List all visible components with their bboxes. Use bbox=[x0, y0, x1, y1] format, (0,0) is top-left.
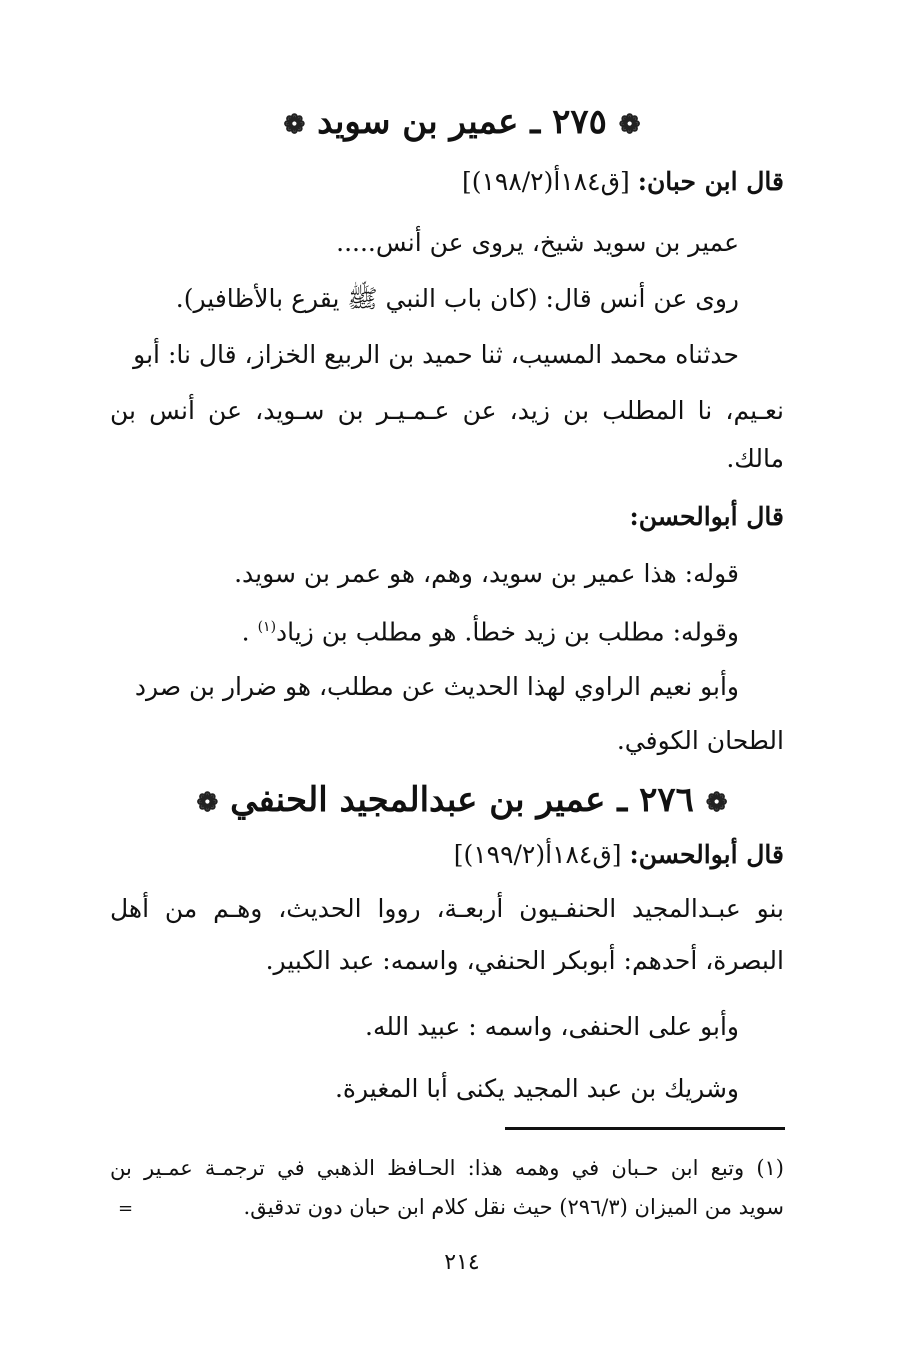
entry-title: ٢٧٥ ـ عمير بن سويد bbox=[317, 102, 607, 142]
source-label: قال أبوالحسن: bbox=[629, 840, 784, 869]
paragraph-line: الطحان الكوفي. bbox=[616, 726, 784, 755]
paragraph-line: عمير بن سويد شيخ، يروى عن أنس..... bbox=[336, 228, 739, 257]
source-ref: [ق١٨٤أ(١٩٩/٢)] bbox=[453, 840, 622, 869]
footnote-marker: (١) bbox=[257, 619, 277, 635]
paragraph-line: قوله: هذا عمير بن سويد، وهم، هو عمر بن سويد. bbox=[234, 559, 739, 588]
entry-title: ٢٧٦ ـ عمير بن عبدالمجيد الحنفي bbox=[230, 780, 694, 820]
paragraph-line: البصرة، أحدهم: أبوبكر الحنفي، واسمه: عبد الكبير. bbox=[265, 946, 784, 975]
paragraph-line: مالك. bbox=[726, 444, 784, 473]
footnote-line: سويد من الميزان (٢٩٦/٣) حيث نقل كلام ابن حبان دون تدقيق. bbox=[243, 1195, 784, 1219]
footnote-divider bbox=[505, 1127, 785, 1130]
paragraph-line: وأبو على الحنفى، واسمه : عبيد الله. bbox=[365, 1012, 739, 1041]
entry-heading-276 bbox=[0, 778, 924, 825]
source-label: قال ابن حبان: bbox=[637, 167, 784, 196]
paragraph-text: . bbox=[241, 617, 258, 647]
commentator-label: قال أبوالحسن: bbox=[629, 502, 784, 531]
ornament-icon: ❁ bbox=[705, 788, 728, 818]
ornament-icon: ❁ bbox=[196, 788, 219, 818]
source-line bbox=[462, 165, 784, 199]
paragraph-line: وأبو نعيم الراوي لهذا الحديث عن مطلب، هو ضرار بن صرد bbox=[134, 672, 739, 701]
entry-heading-275 bbox=[0, 100, 924, 147]
ornament-icon: ❁ bbox=[618, 110, 641, 140]
source-line bbox=[454, 838, 784, 872]
ornament-icon: ❁ bbox=[283, 110, 306, 140]
paragraph-line: حدثناه محمد المسيب، ثنا حميد بن الربيع الخزاز، قال نا: أبو bbox=[133, 340, 739, 369]
paragraph-line: روى عن أنس قال: (كان باب النبي ﷺ يقرع بالأظافير). bbox=[175, 284, 739, 313]
paragraph-line: نعـيم، نا المطلب بن زيد، عن عـمـيـر بن سـويد، عن أنس بن bbox=[110, 396, 784, 425]
page-number: ٢١٤ bbox=[444, 1250, 480, 1275]
paragraph-line: بنو عبـدالمجيد الحنفـيون أربعـة، رووا الحديث، وهـم من أهل bbox=[110, 894, 784, 923]
continuation-mark: = bbox=[118, 1198, 134, 1219]
paragraph-text: وقوله: مطلب بن زيد خطأ. هو مطلب بن زياد bbox=[276, 617, 739, 647]
paragraph-line: وشريك بن عبد المجيد يكنى أبا المغيرة. bbox=[334, 1074, 739, 1103]
footnote-line: (١) وتبع ابن حـبان في وهمه هذا: الحـافظ الذهبي في ترجمـة عمـير بن bbox=[110, 1156, 784, 1180]
source-ref: [ق١٨٤أ(١٩٨/٢)] bbox=[461, 167, 630, 196]
paragraph-line bbox=[242, 610, 739, 649]
